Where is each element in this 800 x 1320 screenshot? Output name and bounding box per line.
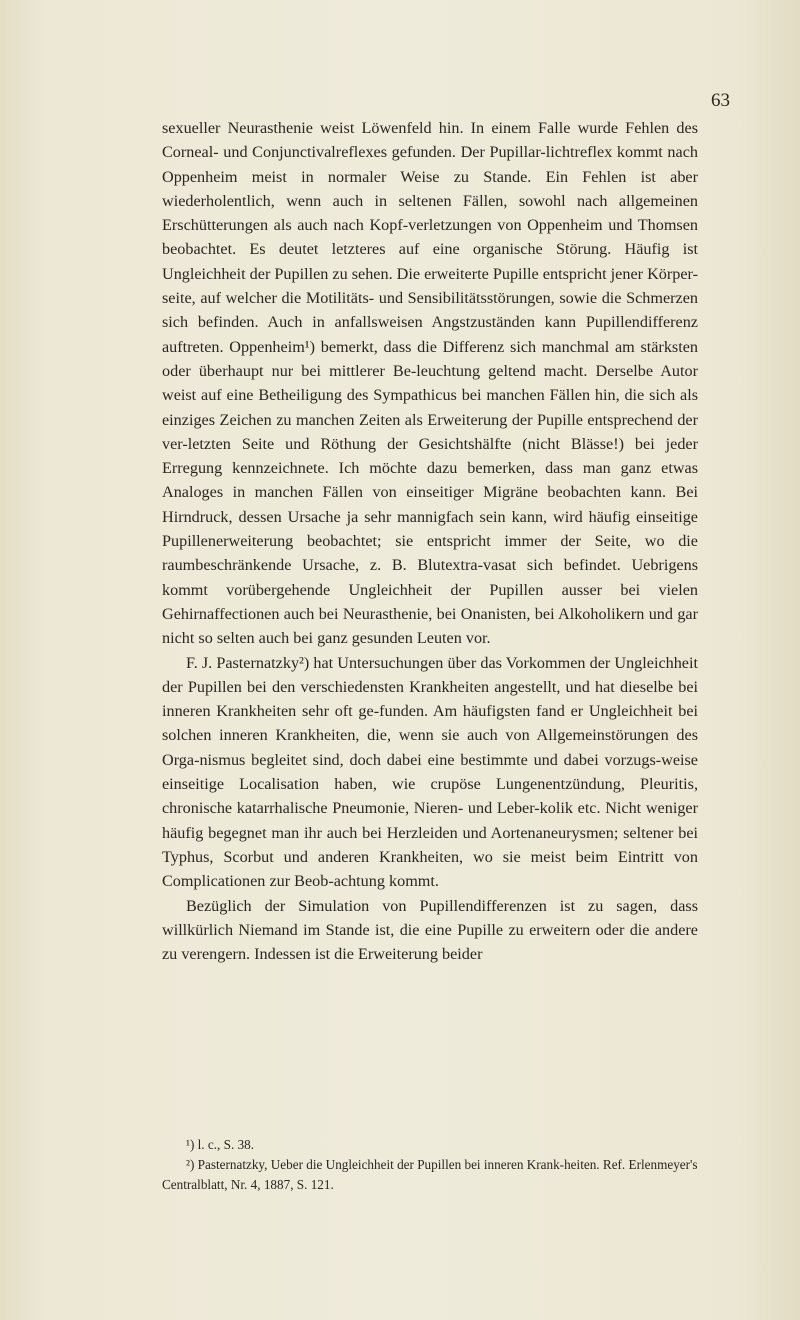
footnote-1: ¹) l. c., S. 38. <box>186 1137 255 1152</box>
body-text <box>162 116 698 966</box>
paragraph-2: F. J. Pasternatzky²) hat Untersuchungen über das Vorkommen der Ungleichheit der Pupillen bei den verschiedensten Krankheiten angestellt, und hat dieselbe bei inneren Krankheiten sehr oft ge-funden. Am häufigsten fand er Ungleichheit bei solchen inneren Krankheiten, die, wenn sie auch von Allgemeinstörungen des Orga-nismus begleitet sind, doch dabei eine bestimmte und dabei vorzugs-weise einseitige Localisation haben, wie crupöse Lungenentzündung, Pleuritis, chronische katarrhalische Pneumonie, Nieren- und Leber-kolik etc. Nicht weniger häufig begegnet man ihr auch bei Herzleiden und Aortenaneurysmen; seltener bei Typhus, Scorbut und anderen Krankheiten, wo sie meist beim Eintritt von Complicationen zur Beob-achtung kommt. <box>162 653 698 891</box>
footnote-2: ²) Pasternatzky, Ueber die Ungleichheit der Pupillen bei inneren Krank-heiten. Ref. Erlenmeyer's Centralblatt, Nr. 4, 1887, S. 121. <box>162 1157 698 1192</box>
footnotes <box>162 1135 698 1195</box>
page-number: 63 <box>711 90 730 111</box>
paragraph-1: sexueller Neurasthenie weist Löwenfeld hin. In einem Falle wurde Fehlen des Corneal- und Conjunctivalreflexes gefunden. Der Pupillar-lichtreflex kommt nach Oppenheim meist in normaler Weise zu Stande. Ein Fehlen ist aber wiederholentlich, wenn auch in seltenen Fällen, sowohl nach allgemeinen Erschütterungen als auch nach Kopf-verletzungen von Oppenheim und Thomsen beobachtet. Es deutet letzteres auf eine organische Störung. Häufig ist Ungleichheit der Pupillen zu sehen. Die erweiterte Pupille entspricht jener Körper-seite, auf welcher die Motilitäts- und Sensibilitätsstörungen, sowie die Schmerzen sich befinden. Auch in anfallsweisen Angstzuständen kann Pupillendifferenz auftreten. Oppenheim¹) bemerkt, dass die Differenz sich manchmal am stärksten oder überhaupt nur bei mittlerer Be-leuchtung geltend macht. Derselbe Autor weist auf eine Betheiligung des Sympathicus bei manchen Fällen hin, die sich als einziges Zeichen zu manchen Zeiten als Erweiterung der Pupille entsprechend der ver-letzten Seite und Röthung der Gesichtshälfte (nicht Blässe!) bei jeder Erregung kennzeichnete. Ich möchte dazu bemerken, dass man ganz etwas Analoges in manchen Fällen von einseitiger Migräne beobachten kann. Bei Hirndruck, dessen Ursache ja sehr mannigfach sein kann, wird häufig einseitige Pupillenerweiterung beobachtet; sie entspricht immer der Seite, wo die raumbeschränkende Ursache, z. B. Blutextra-vasat sich befindet. Uebrigens kommt vorübergehende Ungleichheit der Pupillen ausser bei vielen Gehirnaffectionen auch bei Neurasthenie, bei Onanisten, bei Alkoholikern und gar nicht so selten auch bei ganz gesunden Leuten vor. <box>162 119 698 648</box>
paragraph-3: Bezüglich der Simulation von Pupillendifferenzen ist zu sagen, dass willkürlich Niemand im Stande ist, die eine Pupille zu erweitern oder die andere zu verengern. Indessen ist die Erweiterung beider <box>162 896 698 964</box>
